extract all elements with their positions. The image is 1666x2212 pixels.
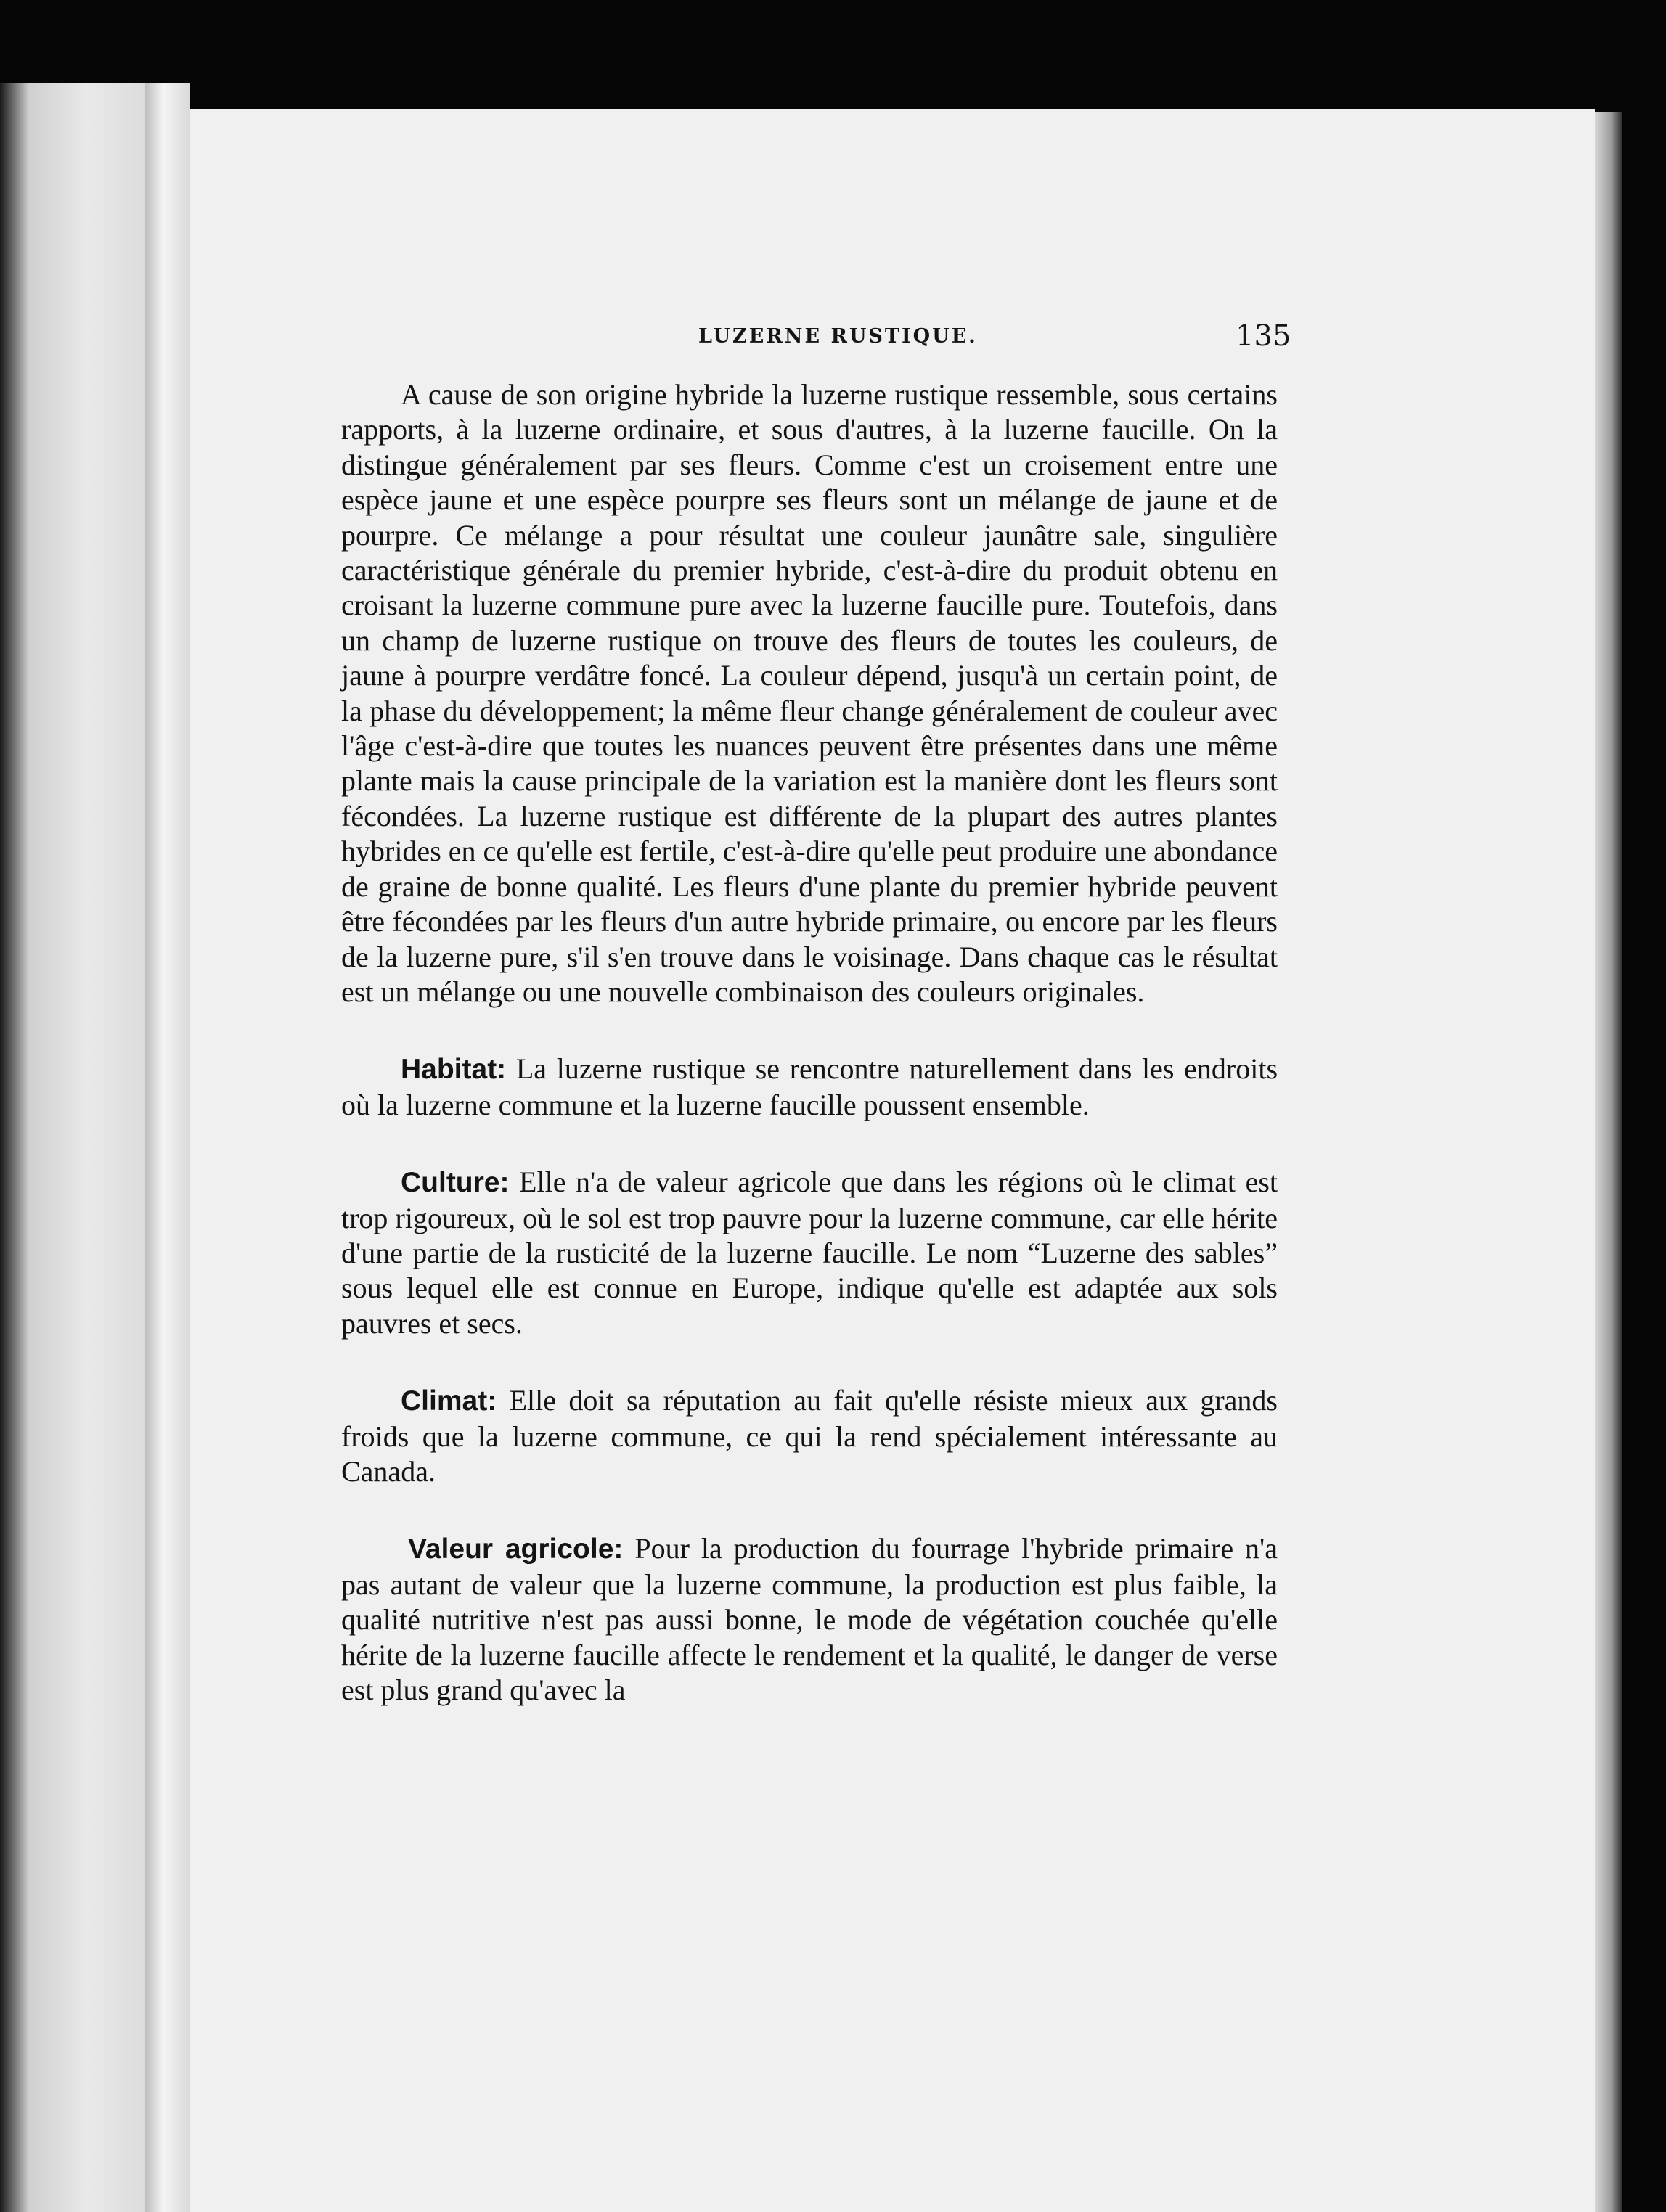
intro-paragraph: A cause de son origine hybride la luzerne rustique ressemble, sous certains rapports, à la luzerne ordinaire, et sous d'autres, à la luzerne faucille. On la distingue généralement par ses fleurs. Comme c'est un croisement entre une espèce jaune et une espèce pourpre ses fleurs sont un mélange de jaune et de pourpre. Ce mélange a pour résultat une couleur jaunâtre sale, singulière caractéristique générale du premier hybride, c'est-à-dire du produit obtenu en croisant la luzerne commune pure avec la luzerne faucille pure. Toutefois, dans un champ de luzerne rustique on trouve des fleurs de toutes les couleurs, de jaune à pourpre verdâtre foncé. La couleur dépend, jusqu'à un certain point, de la phase du développement; la même fleur change généralement de couleur avec l'âge c'est-à-dire que toutes les nuances peuvent être présentes dans une même plante mais la cause principale de la variation est la manière dont les fleurs sont fécondées. La luzerne rustique est différente de la plupart des autres plantes hybrides en ce qu'elle est fertile, c'est-à-dire qu'elle peut produire une abondance de graine de bonne qualité. Les fleurs d'une plante du premier hybride peuvent être fécondées par les fleurs d'un autre hybride primaire, ou encore par les fleurs de la luzerne pure, s'il s'en trouve dans le voisinage. Dans chaque cas le résultat est un mélange ou une nouvelle combinaison des couleurs originales. [341, 378, 1278, 1008]
climat-text: Elle doit sa réputation au fait qu'elle résiste mieux aux grands froids que la luzerne commune, ce qui la rend spécialement intéressante au Canada. [341, 1384, 1278, 1488]
page-body [341, 377, 1278, 1708]
habitat-paragraph [341, 1052, 1278, 1123]
habitat-text: La luzerne rustique se rencontre naturellement dans les endroits où la luzerne commune et la luzerne faucille poussent ensemble. [341, 1052, 1278, 1121]
page-header [698, 319, 1291, 361]
running-head: LUZERNE RUSTIQUE. [698, 325, 978, 348]
book-binding [145, 83, 190, 2212]
climat-heading: Climat: [401, 1385, 497, 1417]
valeur-agricole-heading: Valeur agricole: [408, 1533, 624, 1565]
valeur-agricole-text: Pour la production du fourrage l'hybride primaire n'a pas autant de valeur que la luzerne commune, la production est plus faible, la qualité nutritive n'est pas aussi bonne, le mode de végétation couchée qu'elle hérite de la luzerne faucille affecte le rendement et la qualité, le danger de verse est plus grand qu'avec la [341, 1532, 1278, 1706]
culture-text: Elle n'a de valeur agricole que dans les régions où le climat est trop rigoureux, où le sol est trop pauvre pour la luzerne commune, car elle hérite d'une partie de la rusticité de la luzerne faucille. Le nom “Luzerne des sables” sous lequel elle est connue en Europe, indique qu'elle est adaptée aux sols pauvres et secs. [341, 1166, 1278, 1340]
page-stack-edge [1595, 112, 1622, 2212]
culture-paragraph [341, 1165, 1278, 1341]
habitat-heading: Habitat: [401, 1054, 507, 1086]
climat-paragraph [341, 1383, 1278, 1489]
culture-heading: Culture: [401, 1167, 510, 1199]
valeur-agricole-paragraph [341, 1531, 1278, 1708]
page-number: 135 [1236, 319, 1291, 353]
